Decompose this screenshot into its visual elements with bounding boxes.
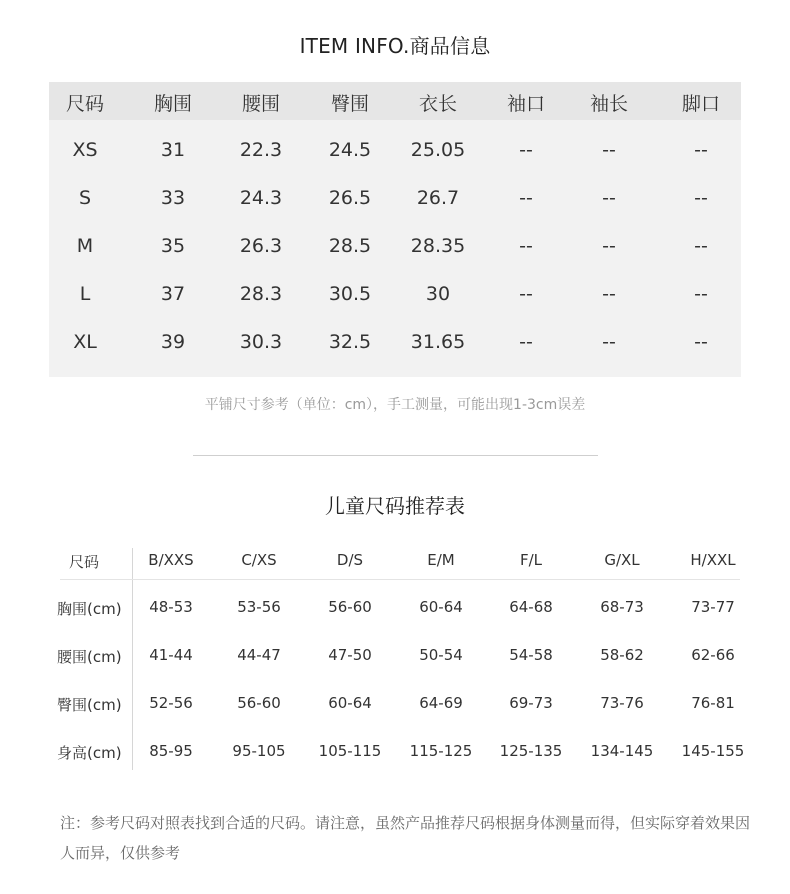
kids-chart-size-header: B/XXS	[148, 551, 194, 569]
kids-chart-cell: 105-115	[318, 742, 382, 760]
item-info-table-cell: --	[694, 235, 708, 257]
item-info-header-cell: 尺码	[65, 93, 105, 115]
item-info-table-cell: --	[694, 187, 708, 209]
item-info-table-cell: 22.3	[239, 139, 283, 161]
item-info-table-cell: 30.3	[239, 331, 283, 353]
kids-chart-cell: 64-69	[419, 694, 463, 712]
item-info-table-cell: 25.05	[410, 139, 466, 161]
kids-chart-row-label: 胸围(cm)	[57, 600, 122, 618]
item-info-table-cell: 28.5	[328, 235, 372, 257]
kids-chart-cell: 41-44	[149, 646, 193, 664]
kids-chart-cell: 58-62	[600, 646, 644, 664]
item-info-table-cell: --	[694, 139, 708, 161]
item-info-table-cell: 28.3	[239, 283, 283, 305]
item-info-table-cell: 26.5	[328, 187, 372, 209]
item-info-table-cell: --	[602, 139, 616, 161]
item-info-title: ITEM INFO.商品信息	[299, 34, 491, 58]
measurement-note: 平铺尺寸参考（单位：cm），手工测量，可能出现1-3cm误差	[204, 397, 586, 413]
kids-chart-header-divider	[60, 579, 740, 580]
kids-chart-title: 儿童尺码推荐表	[325, 494, 465, 518]
kids-chart-cell: 54-58	[509, 646, 553, 664]
kids-chart-size-header: D/S	[336, 551, 364, 569]
item-info-table-cell: --	[694, 283, 708, 305]
kids-chart-cell: 76-81	[691, 694, 735, 712]
kids-chart-column-divider	[132, 548, 133, 770]
kids-chart-note: 注：参考尺码对照表找到合适的尺码。请注意，虽然产品推荐尺码根据身体测量而得，但实际穿着效果因人而异，仅供参考	[60, 814, 751, 862]
item-info-table-cell: L	[79, 283, 91, 305]
kids-chart-cell: 56-60	[237, 694, 281, 712]
kids-chart-cell: 73-76	[600, 694, 644, 712]
item-info-table-cell: S	[78, 187, 92, 209]
item-info-table-cell: 31.65	[410, 331, 466, 353]
item-info-table-cell: 35	[160, 235, 186, 257]
item-info-table-cell: 30.5	[328, 283, 372, 305]
kids-chart-cell: 125-135	[499, 742, 563, 760]
item-info-table-cell: 28.35	[410, 235, 466, 257]
item-info-table-cell: --	[519, 331, 533, 353]
item-info-table-cell: 37	[160, 283, 186, 305]
kids-chart-cell: 145-155	[681, 742, 745, 760]
kids-chart-cell: 48-53	[149, 598, 193, 616]
kids-chart-row-label: 腰围(cm)	[57, 648, 122, 666]
item-info-table-cell: 31	[160, 139, 186, 161]
item-info-table-cell: M	[76, 235, 94, 257]
kids-chart-cell: 68-73	[600, 598, 644, 616]
item-info-table	[49, 82, 741, 377]
kids-chart-cell: 69-73	[509, 694, 553, 712]
item-info-table-cell: 24.3	[239, 187, 283, 209]
item-info-table-cell: 33	[160, 187, 186, 209]
item-info-header-cell: 衣长	[418, 93, 458, 115]
item-info-header-cell: 臀围	[330, 93, 370, 115]
item-info-table-cell: --	[519, 235, 533, 257]
item-info-table-cell: --	[602, 283, 616, 305]
kids-chart-cell: 52-56	[149, 694, 193, 712]
kids-chart-size-header: H/XXL	[690, 551, 736, 569]
item-info-header-cell: 胸围	[153, 93, 193, 115]
item-info-table-cell: XL	[73, 331, 97, 353]
kids-chart-size-header: F/L	[519, 551, 543, 569]
item-info-header-row	[49, 82, 741, 120]
kids-chart-cell: 95-105	[232, 742, 286, 760]
kids-chart-cell: 73-77	[691, 598, 735, 616]
item-info-header-cell: 脚口	[681, 93, 721, 115]
kids-chart-cell: 53-56	[237, 598, 281, 616]
kids-chart-cell: 85-95	[149, 742, 193, 760]
kids-chart-cell: 56-60	[328, 598, 372, 616]
item-info-table-cell: 39	[160, 331, 186, 353]
item-info-table-cell: 24.5	[328, 139, 372, 161]
item-info-header-cell: 袖长	[589, 93, 629, 115]
kids-chart-cell: 64-68	[509, 598, 553, 616]
item-info-table-cell: 26.7	[416, 187, 460, 209]
kids-chart-corner-label: 尺码	[68, 553, 100, 571]
kids-chart-cell: 62-66	[691, 646, 735, 664]
item-info-table-cell: --	[602, 331, 616, 353]
kids-chart-cell: 60-64	[419, 598, 463, 616]
kids-chart-cell: 50-54	[419, 646, 463, 664]
item-info-table-cell: --	[602, 235, 616, 257]
kids-chart-cell: 44-47	[237, 646, 281, 664]
item-info-header-cell: 袖口	[506, 93, 546, 115]
kids-chart-size-header: G/XL	[604, 551, 640, 569]
item-info-table-cell: --	[519, 187, 533, 209]
item-info-table-cell: 26.3	[239, 235, 283, 257]
kids-chart-size-header: E/M	[427, 551, 455, 569]
kids-chart-row-label: 身高(cm)	[57, 744, 122, 762]
kids-chart-cell: 134-145	[590, 742, 654, 760]
section-divider	[193, 455, 598, 456]
kids-chart-row-label: 臀围(cm)	[57, 696, 122, 714]
item-info-table-cell: 30	[425, 283, 451, 305]
kids-chart-cell: 115-125	[409, 742, 473, 760]
item-info-table-cell: --	[602, 187, 616, 209]
item-info-table-cell: 32.5	[328, 331, 372, 353]
item-info-table-cell: --	[519, 283, 533, 305]
item-info-table-cell: XS	[72, 139, 98, 161]
item-info-header-cell: 腰围	[241, 93, 281, 115]
item-info-table-cell: --	[694, 331, 708, 353]
kids-chart-size-header: C/XS	[241, 551, 277, 569]
item-info-table-cell: --	[519, 139, 533, 161]
kids-chart-cell: 60-64	[328, 694, 372, 712]
kids-chart-cell: 47-50	[328, 646, 372, 664]
